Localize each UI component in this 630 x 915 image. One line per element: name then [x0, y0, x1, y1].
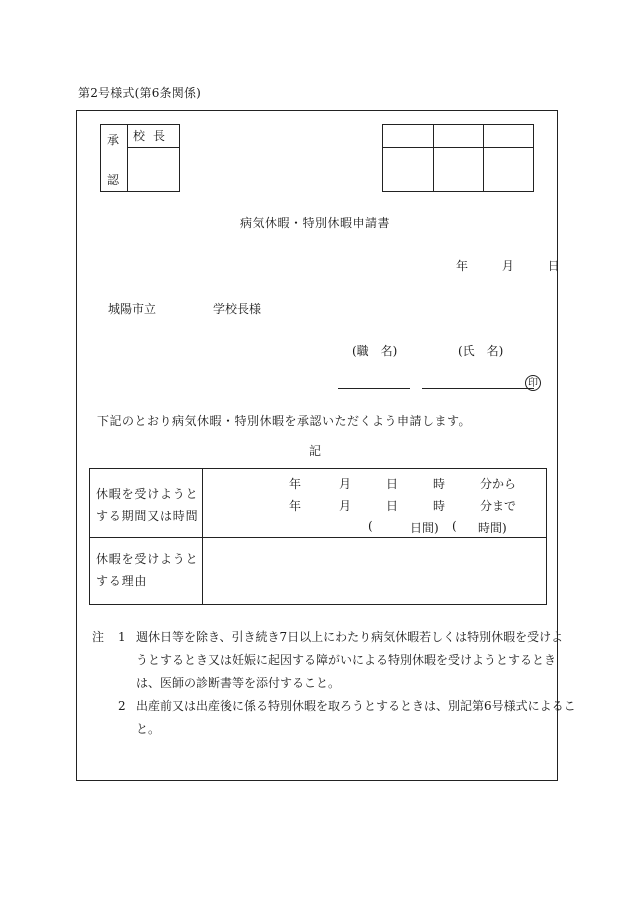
seal-mark: 印: [525, 375, 541, 391]
form-number-label: 第2号様式(第6条関係): [78, 86, 202, 100]
note-2-line-1: 出産前又は出産後に係る特別休暇を取ろうとするときは、別記第6号様式によるこ: [136, 699, 576, 713]
note-1-line-1: 週休日等を除き、引き続き7日以上にわたり病気休暇若しくは特別休暇を受けよ: [136, 630, 564, 644]
stamp-grid: [382, 124, 534, 192]
date-month: 月: [501, 259, 514, 273]
stamp-grid-divider: [433, 125, 434, 191]
note-1-line-2: うとするとき又は妊娠に起因する障がいによる特別休暇を受けようとするとき: [136, 653, 557, 667]
ki-heading: 記: [308, 444, 321, 458]
row1-year: 年: [289, 477, 302, 491]
note-2-line-2: と。: [136, 722, 161, 736]
document-title: 病気休暇・特別休暇申請書: [239, 216, 390, 230]
hours-total: 時間): [478, 521, 507, 535]
request-statement: 下記のとおり病気休暇・特別休暇を承認いただくよう申請します。: [97, 414, 472, 428]
name-signature-line: [422, 388, 534, 389]
notes-prefix: 注: [92, 630, 105, 644]
row2-hour: 時: [433, 499, 446, 513]
row1-hour: 時: [433, 477, 446, 491]
days-total: 日間): [410, 521, 439, 535]
stamp-grid-row-divider: [383, 147, 533, 148]
note-2-number: 2: [118, 699, 126, 713]
date-line: [456, 257, 560, 274]
applicant-name-label: (氏 名): [458, 344, 504, 358]
note-1-number: 1: [118, 630, 126, 644]
applicant-position-label: (職 名): [352, 344, 398, 358]
note-1-line-3: は、医師の診断書等を添付すること。: [136, 676, 341, 690]
principal-header: 校長: [127, 125, 179, 148]
approval-char-2: 認: [107, 173, 120, 187]
row1-month: 月: [339, 477, 352, 491]
row2-minute: 分まで: [480, 499, 517, 513]
addressee-city: 城陽市立: [108, 302, 157, 316]
table-row-divider: [90, 537, 546, 538]
row2-month: 月: [339, 499, 352, 513]
leave-details-table: [89, 468, 547, 605]
date-year: 年: [456, 259, 469, 273]
approval-side-column: [101, 125, 128, 191]
approval-char-1: 承: [107, 133, 120, 147]
reason-label: 休暇を受けようとする理由: [96, 552, 199, 588]
row1-day: 日: [386, 477, 399, 491]
position-signature-line: [338, 388, 410, 389]
stamp-grid-divider: [483, 125, 484, 191]
hours-open-paren: (: [452, 519, 457, 533]
row2-day: 日: [386, 499, 399, 513]
addressee-principal: 学校長様: [213, 302, 262, 316]
period-label: 休暇を受けようとする期間又は時間: [96, 487, 199, 523]
date-day: 日: [547, 259, 560, 273]
days-open-paren: (: [368, 519, 373, 533]
approval-box: [100, 124, 180, 192]
row2-year: 年: [289, 499, 302, 513]
row1-minute: 分から: [480, 477, 517, 491]
